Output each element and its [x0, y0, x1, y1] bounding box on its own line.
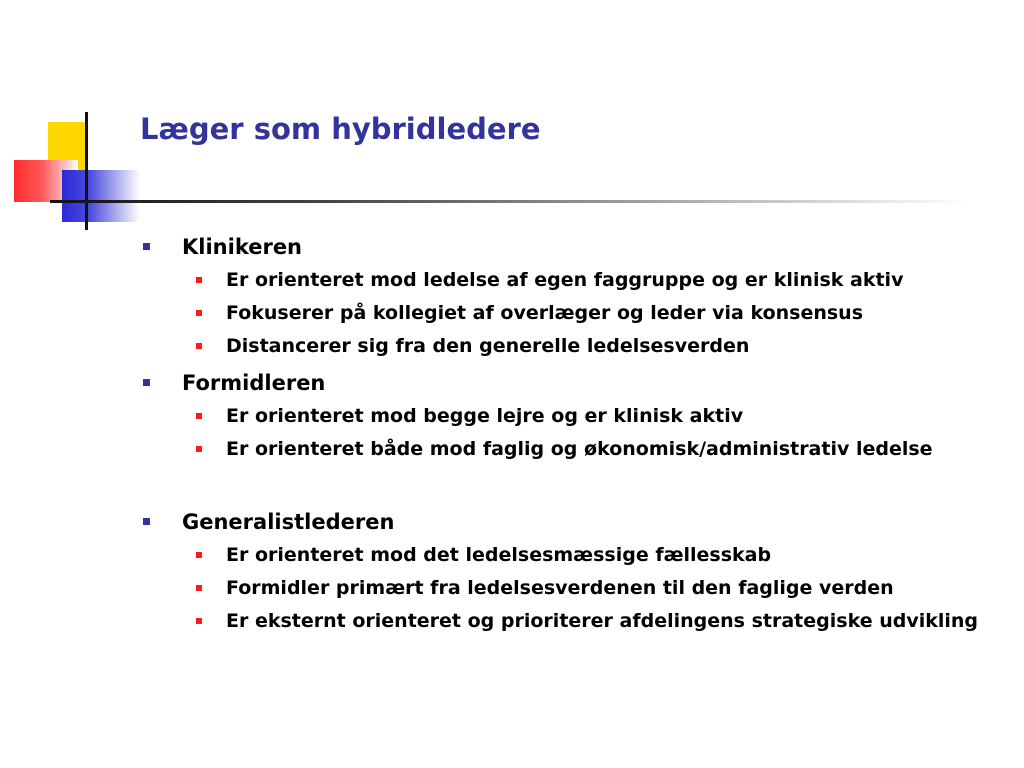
bullet-level2	[140, 403, 1010, 430]
bullet-level2-text: Fokuserer på kollegiet af overlæger og leder via konsensus	[226, 302, 864, 324]
bullet-level2	[140, 333, 1010, 360]
bullet-level2	[140, 575, 1010, 602]
square-bullet-icon	[196, 343, 202, 349]
square-bullet-icon	[196, 310, 202, 316]
vertical-rule	[85, 112, 88, 230]
bullet-level2	[140, 436, 1010, 463]
slide-content	[140, 230, 1010, 641]
bullet-level2-text: Formidler primært fra ledelsesverdenen til den faglige verden	[226, 577, 894, 599]
bullet-level2	[140, 542, 1010, 569]
decorative-logo	[0, 0, 160, 240]
bullet-level2-text: Er orienteret mod ledelse af egen faggruppe og er klinisk aktiv	[226, 269, 904, 291]
square-bullet-icon	[196, 618, 202, 624]
bullet-level2-text: Er orienteret mod det ledelsesmæssige fællesskab	[226, 544, 772, 566]
title-underline	[50, 200, 970, 203]
slide-title: Læger som hybridledere	[140, 112, 541, 146]
square-bullet-icon	[196, 446, 202, 452]
bullet-level2-text: Distancerer sig fra den generelle ledelsesverden	[226, 335, 750, 357]
square-bullet-icon	[196, 277, 202, 283]
bullet-level2-text: Er orienteret mod begge lejre og er klinisk aktiv	[226, 405, 744, 427]
square-bullet-icon	[143, 379, 150, 386]
bullet-level1-label: Formidleren	[182, 371, 326, 395]
square-bullet-icon	[196, 413, 202, 419]
square-bullet-icon	[196, 585, 202, 591]
square-bullet-icon	[196, 552, 202, 558]
square-bullet-icon	[143, 243, 150, 250]
bullet-level1-label: Generalistlederen	[182, 510, 395, 534]
bullet-level2	[140, 300, 1010, 327]
bullet-level2	[140, 267, 1010, 294]
bullet-level1-generalistlederen	[140, 505, 1010, 539]
square-bullet-icon	[143, 518, 150, 525]
spacer	[140, 469, 1010, 505]
bullet-level2-text: Er eksternt orienteret og prioriterer afdelingens strategiske udvikling	[226, 610, 979, 632]
bullet-level1-label: Klinikeren	[182, 235, 303, 259]
bullet-level2	[140, 608, 1010, 635]
blue-gradient-square	[62, 170, 140, 222]
bullet-level1-klinikeren	[140, 230, 1010, 264]
bullet-level2-text: Er orienteret både mod faglig og økonomisk/administrativ ledelse	[226, 438, 933, 460]
bullet-level1-formidleren	[140, 366, 1010, 400]
